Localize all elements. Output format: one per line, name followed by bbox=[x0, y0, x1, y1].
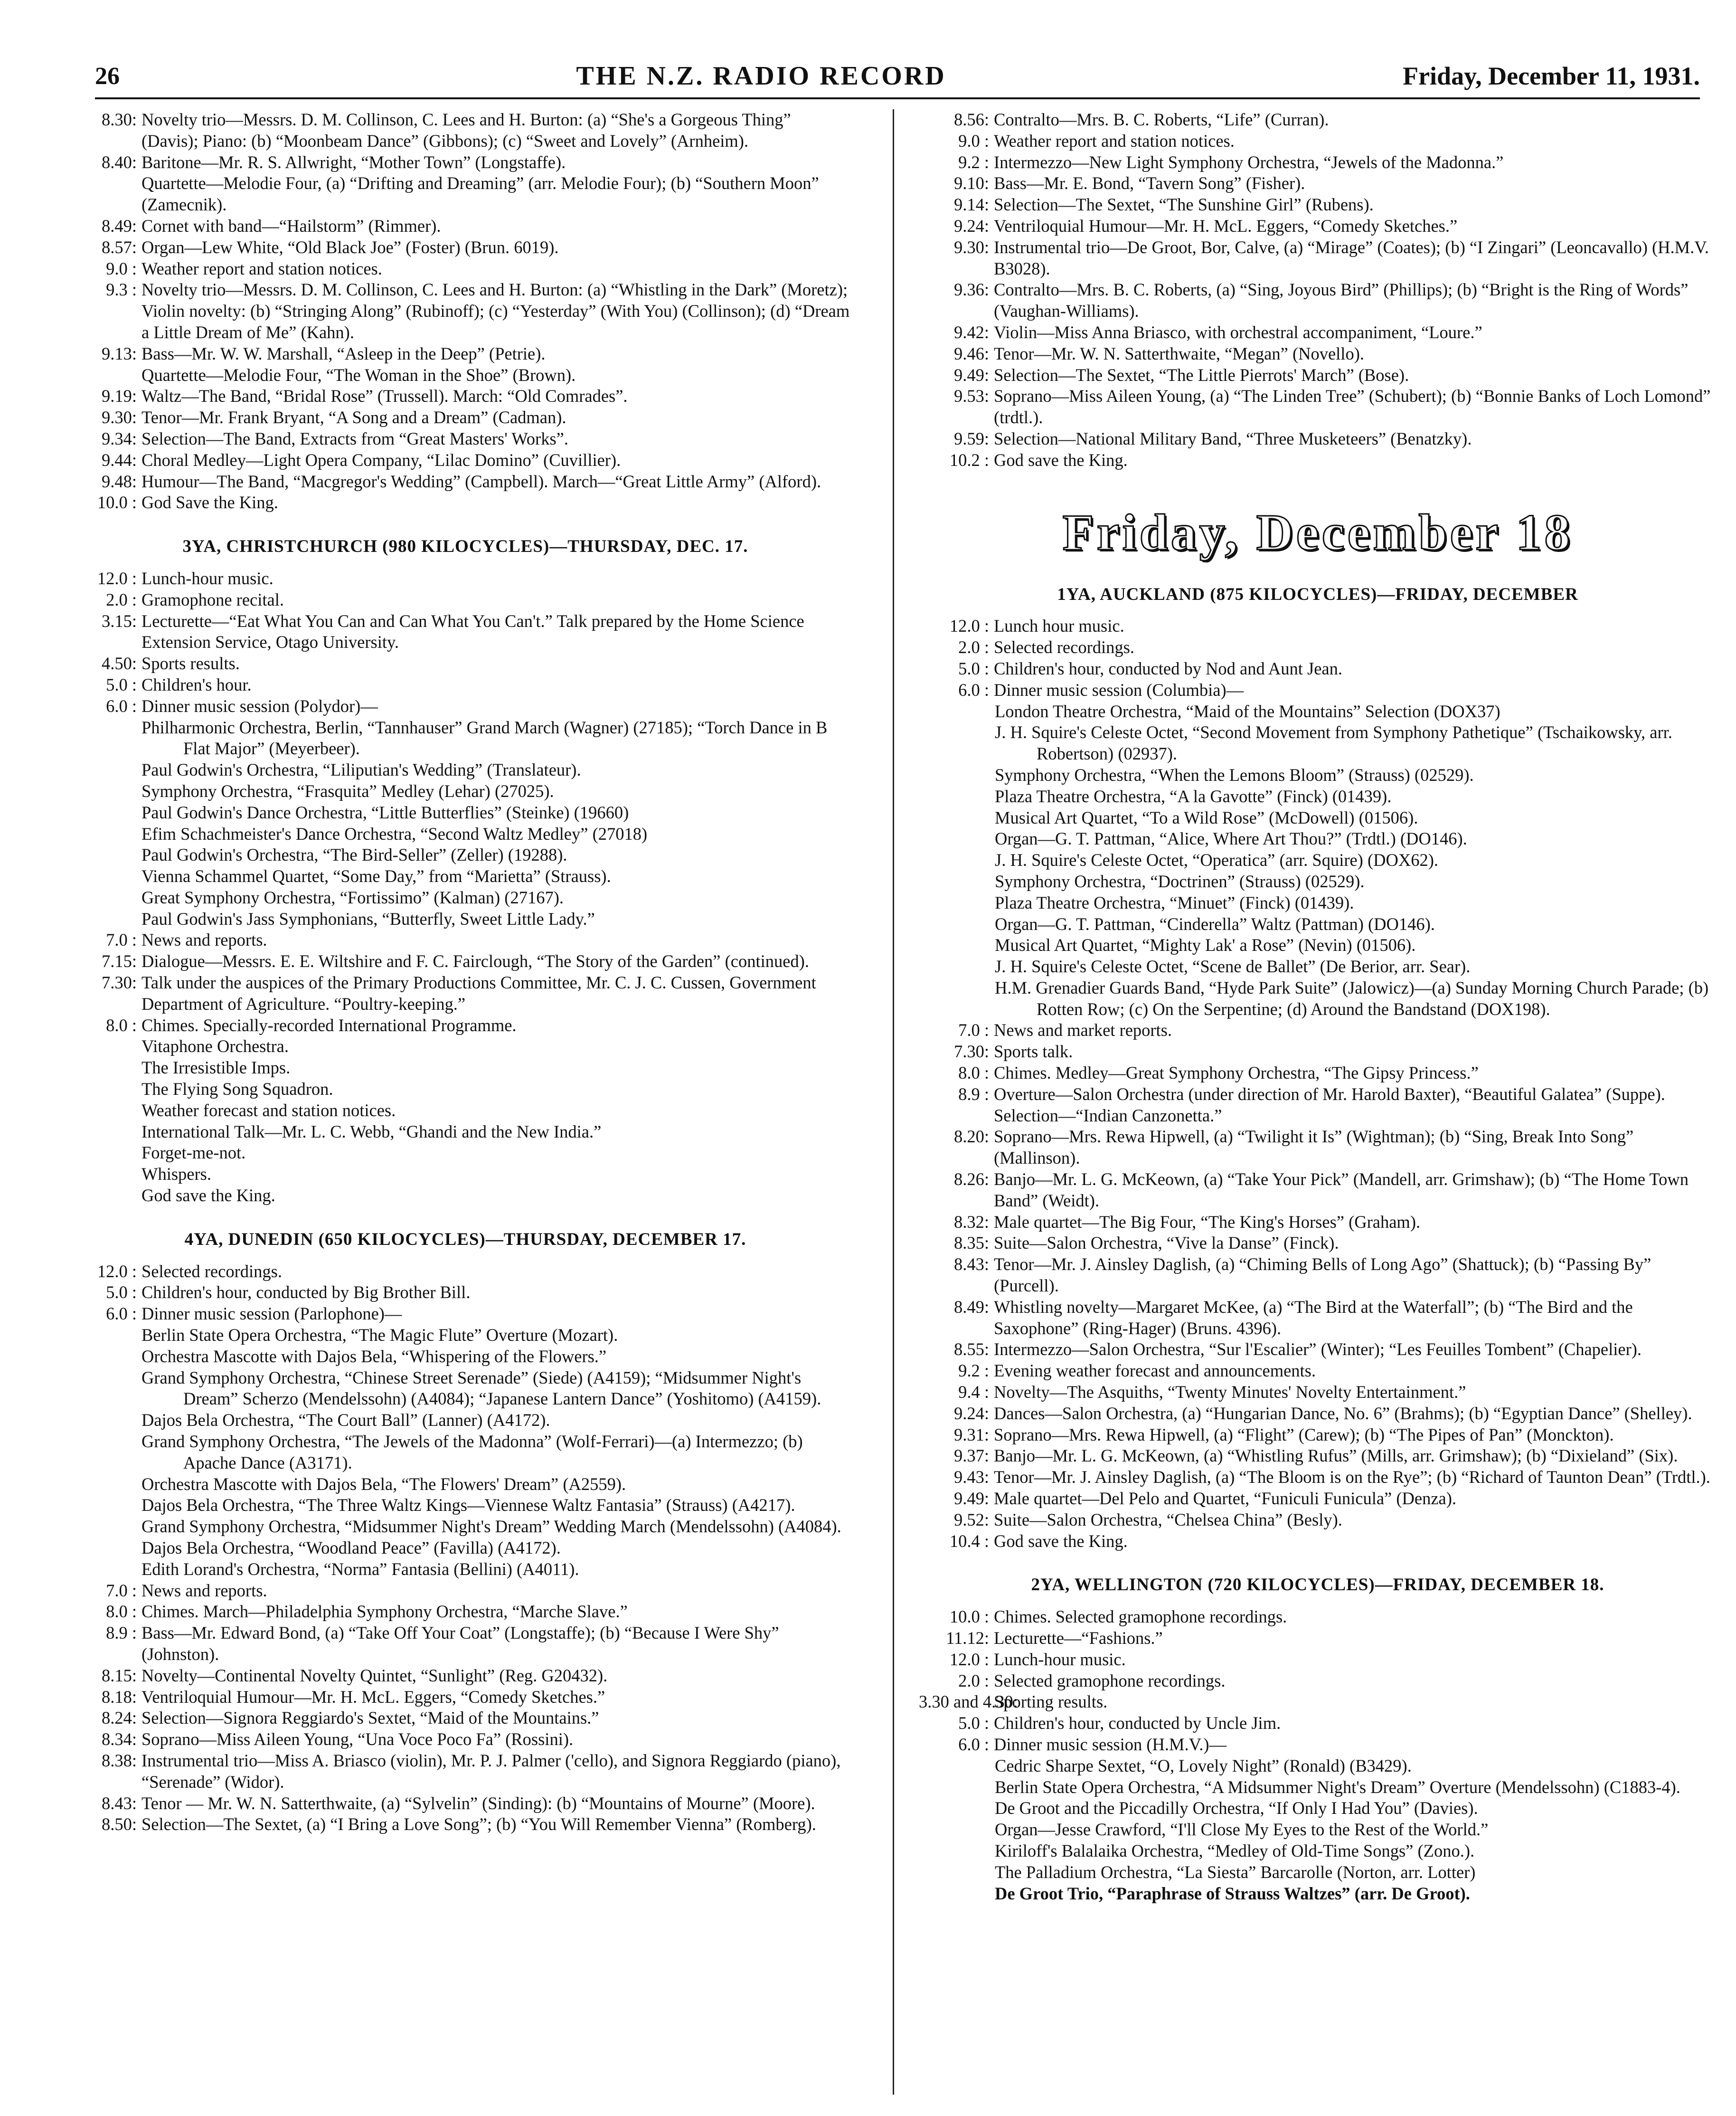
dinner-entry: London Theatre Orchestra, “Maid of the Mountains” Selection (DOX37) bbox=[995, 701, 1500, 721]
programme-item: 5.0 : Children's hour. bbox=[106, 674, 252, 694]
dinner-entry: Plaza Theatre Orchestra, “Minuet” (Finck) (01439). bbox=[995, 892, 1354, 912]
dinner-entry: Grand Symphony Orchestra, “The Jewels of the Madonna” (Wolf-Ferrari)—(a) Intermezzo; (b) Apache Dance (A3171). bbox=[142, 1432, 803, 1472]
dinner-entry: Paul Godwin's Jass Symphonians, “Butterfly, Sweet Little Lady.” bbox=[142, 909, 595, 929]
programme-item: 9.34: Selection—The Band, Extracts from “Great Masters' Works”. bbox=[101, 428, 568, 448]
programme-item: 10.0 : God Save the King. bbox=[97, 493, 278, 512]
programme-item: 3.15: Lecturette—“Eat What You Can and Can What You Can't.” Talk prepared by the Home Science Extension Service, Otago University. bbox=[101, 611, 804, 652]
programme-entry: Whispers. bbox=[142, 1164, 211, 1184]
programme-item: 9.0 : Weather report and station notices. bbox=[106, 258, 382, 278]
programme-item: 9.10: Bass—Mr. E. Bond, “Tavern Song” (Fisher). bbox=[953, 173, 1305, 193]
programme-item: 9.53: Soprano—Miss Aileen Young, (a) “The Linden Tree” (Schubert); (b) “Bonnie Banks of Loch Lomond” (trdtl.). bbox=[953, 386, 1711, 427]
dinner-entry: H.M. Grenadier Guards Band, “Hyde Park Suite” (Jalowicz)—(a) Sunday Morning Church Parade; (b) Rotten Row; (c) On the Serpentine; (d) Around the Bandstand (DOX198). bbox=[995, 977, 1709, 1019]
programme-item: 8.9 : Overture—Salon Orchestra (under direction of Mr. Harold Baxter), “Beautiful Galatea” (Suppe). Selection—“Indian Canzonetta.” bbox=[958, 1084, 1665, 1125]
programme-item: 5.0 : Children's hour, conducted by Nod and Aunt Jean. bbox=[958, 658, 1342, 678]
programme-item: 12.0 : Lunch-hour music. bbox=[949, 1649, 1126, 1669]
dinner-entry: Organ—G. T. Pattman, “Alice, Where Art Thou?” (Trdtl.) (DO146). bbox=[995, 829, 1467, 849]
programme-subitem: Quartette—Melodie Four, “The Woman in the Shoe” (Brown). bbox=[142, 365, 576, 385]
programme-item: 9.19: Waltz—The Band, “Bridal Rose” (Trussell). March: “Old Comrades”. bbox=[101, 386, 628, 406]
programme-item: 9.31: Soprano—Mrs. Rewa Hipwell, (a) “Flight” (Carew); (b) “The Pipes of Pan” (Monckton). bbox=[953, 1424, 1614, 1444]
programme-item: 9.4 : Novelty—The Asquiths, “Twenty Minutes' Novelty Entertainment.” bbox=[958, 1382, 1466, 1402]
dinner-entry: Symphony Orchestra, “Doctrinen” (Strauss) (02529). bbox=[995, 871, 1365, 891]
programme-item: 8.9 : Bass—Mr. Edward Bond, (a) “Take Off Your Coat” (Longstaffe); (b) “Because I Were Shy” (Johnston). bbox=[106, 1623, 779, 1664]
dinner-entry: Dajos Bela Orchestra, “Woodland Peace” (Favilla) (A4172). bbox=[142, 1538, 561, 1557]
dinner-entry: Great Symphony Orchestra, “Fortissimo” (Kalman) (27167). bbox=[142, 887, 564, 907]
dinner-entry: Organ—G. T. Pattman, “Cinderella” Waltz (Pattman) (DO146). bbox=[995, 914, 1435, 934]
programme-item: 10.0 : Chimes. Selected gramophone recordings. bbox=[949, 1607, 1287, 1627]
programme-entry: Vitaphone Orchestra. bbox=[142, 1036, 289, 1056]
programme-item: 9.37: Banjo—Mr. L. G. McKeown, (a) “Whistling Rufus” (Mills, arr. Grimshaw); (b) “Dixieland” (Six). bbox=[953, 1446, 1678, 1466]
programme-item: 8.18: Ventriloquial Humour—Mr. H. McL. Eggers, “Comedy Sketches.” bbox=[101, 1687, 605, 1707]
programme-item: 9.49: Male quartet—Del Pelo and Quartet, “Funiculi Funicula” (Denza). bbox=[953, 1489, 1457, 1509]
dinner-entry: Cedric Sharpe Sextet, “O, Lovely Night” (Ronald) (B3429). bbox=[995, 1755, 1412, 1775]
dinner-entry: Orchestra Mascotte with Dajos Bela, “The Flowers' Dream” (A2559). bbox=[142, 1474, 626, 1494]
programme-item: 8.49: Cornet with band—“Hailstorm” (Rimmer). bbox=[101, 216, 441, 236]
right-column bbox=[919, 109, 1717, 2095]
programme-item: 8.20: Soprano—Mrs. Rewa Hipwell, (a) “Twilight it Is” (Wightman); (b) “Sing, Break Into Song” (Mallinson). bbox=[953, 1127, 1634, 1168]
dinner-entry: Kiriloff's Balalaika Orchestra, “Medley of Old-Time Songs” (Zono.). bbox=[995, 1841, 1475, 1860]
programme-item: 9.46: Tenor—Mr. W. N. Satterthwaite, “Megan” (Novello). bbox=[953, 343, 1364, 363]
programme-item: 9.43: Tenor—Mr. J. Ainsley Daglish, (a) “The Bloom is on the Rye”; (b) “Richard of Taunton Dean” (Trdtl.). bbox=[953, 1467, 1710, 1487]
programme-item: 7.0 : News and market reports. bbox=[958, 1020, 1172, 1040]
dinner-entry: The Palladium Orchestra, “La Siesta” Barcarolle (Norton, arr. Lotter) bbox=[995, 1862, 1476, 1882]
programme-entry: The Flying Song Squadron. bbox=[142, 1079, 333, 1099]
programme-item: 5.0 : Children's hour, conducted by Big Brother Bill. bbox=[106, 1282, 471, 1302]
programme-entry: Forget-me-not. bbox=[142, 1143, 246, 1163]
station-1ya-programme bbox=[919, 616, 1717, 1552]
programme-item: 11.12: Lecturette—“Fashions.” bbox=[946, 1628, 1163, 1648]
programme-item: 9.14: Selection—The Sextet, “The Sunshine Girl” (Rubens). bbox=[953, 195, 1374, 215]
dinner-entry: Paul Godwin's Orchestra, “Liliputian's Wedding” (Translateur). bbox=[142, 760, 581, 780]
programme-item: 8.30: Novelty trio—Messrs. D. M. Collinson, C. Lees and H. Burton: (a) “She's a Gorgeous Thing” (Davis); Piano: (b) “Moonbeam Dance” (Gibbons); (c) “Sweet and Lovely” (Arnheim). bbox=[101, 110, 791, 151]
dinner-entry: Dajos Bela Orchestra, “The Court Ball” (Lanner) (A4172). bbox=[142, 1410, 550, 1430]
programme-item: 9.30: Tenor—Mr. Frank Bryant, “A Song and a Dream” (Cadman). bbox=[101, 408, 566, 427]
programme-item: 8.35: Suite—Salon Orchestra, “Vive la Danse” (Finck). bbox=[953, 1233, 1339, 1253]
dinner-entry: Grand Symphony Orchestra, “Chinese Street Serenade” (Siede) (A4159); “Midsummer Night's Dream” Scherzo (Mendelssohn) (A4084); “Japanese Lantern Dance” (Yoshitomo) (A4159). bbox=[142, 1367, 821, 1409]
programme-item: 6.0 : Dinner music session (Polydor)— bbox=[106, 696, 378, 716]
programme-item: 9.13: Bass—Mr. W. W. Marshall, “Asleep in the Deep” (Petrie). bbox=[101, 343, 546, 363]
dinner-entry: Berlin State Opera Orchestra, “A Midsummer Night's Dream” Overture (Mendelssohn) (C1883-4). bbox=[995, 1777, 1680, 1797]
programme-item: 8.38: Instrumental trio—Miss A. Briasco (violin), Mr. P. J. Palmer ('cello), and Signora Reggiardo (piano), “Serenade” (Widor). bbox=[101, 1750, 841, 1792]
programme-item: 9.0 : Weather report and station notices. bbox=[958, 131, 1235, 151]
column-divider bbox=[893, 109, 894, 2095]
programme-item: 8.24: Selection—Signora Reggiardo's Sextet, “Maid of the Mountains.” bbox=[101, 1708, 599, 1728]
programme-item: 9.3 : Novelty trio—Messrs. D. M. Collinson, C. Lees and H. Burton: (a) “Whistling in the Dark” (Moretz); Violin novelty: (b) “Stringing Along” (Rubinoff); (c) “Yesterday” (With You) (Collinson); (d) “Dream a Little Dream of Me” (Kahn). bbox=[106, 280, 850, 342]
issue-date: Friday, December 11, 1931. bbox=[1403, 62, 1700, 90]
programme-item: 8.0 : Chimes. Medley—Great Symphony Orchestra, “The Gipsy Princess.” bbox=[958, 1063, 1479, 1083]
programme-item: 9.42: Violin—Miss Anna Briasco, with orchestral accompaniment, “Loure.” bbox=[953, 322, 1482, 342]
programme-item: 9.52: Suite—Salon Orchestra, “Chelsea China” (Besly). bbox=[953, 1509, 1342, 1529]
programme-item: 7.0 : News and reports. bbox=[106, 930, 267, 950]
programme-item: 8.32: Male quartet—The Big Four, “The King's Horses” (Graham). bbox=[953, 1212, 1421, 1232]
programme-item: 2.0 : Selected gramophone recordings. bbox=[958, 1670, 1226, 1690]
dinner-entry: Symphony Orchestra, “When the Lemons Bloom” (Strauss) (02529). bbox=[995, 765, 1474, 785]
station-heading-3ya: 3YA, CHRISTCHURCH (980 KILOCYCLES)—THURSDAY, DEC. 17. bbox=[182, 537, 748, 557]
programme-list bbox=[919, 109, 1717, 471]
programme-item: 9.44: Choral Medley—Light Opera Company, “Lilac Domino” (Cuvillier). bbox=[101, 450, 621, 470]
station-2ya-programme bbox=[919, 1606, 1717, 1904]
dinner-entry: Edith Lorand's Orchestra, “Norma” Fantasia (Bellini) (A4011). bbox=[142, 1559, 579, 1579]
programme-item: 10.4 : God save the King. bbox=[949, 1531, 1128, 1551]
programme-item: 8.0 : Chimes. March—Philadelphia Symphony Orchestra, “Marche Slave.” bbox=[106, 1602, 628, 1622]
programme-item: 5.0 : Children's hour, conducted by Uncle Jim. bbox=[958, 1713, 1281, 1733]
dinner-entry: Symphony Orchestra, “Frasquita” Medley (Lehar) (27025). bbox=[142, 781, 554, 801]
programme-item: 8.55: Intermezzo—Salon Orchestra, “Sur l'Escalier” (Winter); “Les Feuilles Tombent” (Chapelier). bbox=[953, 1339, 1642, 1359]
programme-entry: The Irresistible Imps. bbox=[142, 1058, 291, 1078]
programme-item: 7.15: Dialogue—Messrs. E. E. Wiltshire and F. C. Fairclough, “The Story of the Garden” (continued). bbox=[101, 951, 809, 971]
programme-item: 6.0 : Dinner music session (Parlophone)— bbox=[106, 1304, 402, 1324]
programme-item: 9.59: Selection—National Military Band, “Three Musketeers” (Benatzky). bbox=[953, 428, 1472, 448]
programme-item: 12.0 : Lunch-hour music. bbox=[97, 568, 274, 588]
programme-item: 12.0 : Selected recordings. bbox=[97, 1261, 282, 1281]
programme-item: 8.40: Baritone—Mr. R. S. Allwright, “Mother Town” (Longstaffe). bbox=[101, 152, 566, 172]
programme-item: 7.30: Sports talk. bbox=[953, 1042, 1073, 1062]
dinner-entry: De Groot Trio, “Paraphrase of Strauss Waltzes” (arr. De Groot). bbox=[995, 1883, 1470, 1903]
programme-item: 10.2 : God save the King. bbox=[949, 450, 1128, 470]
dinner-entry: Paul Godwin's Orchestra, “The Bird-Seller” (Zeller) (19288). bbox=[142, 845, 567, 865]
programme-list bbox=[76, 109, 855, 513]
station-heading-1ya: 1YA, AUCKLAND (875 KILOCYCLES)—FRIDAY, DECEMBER bbox=[1057, 584, 1578, 604]
dinner-entry: J. H. Squire's Celeste Octet, “Scene de Ballet” (De Berior, arr. Sear). bbox=[995, 957, 1471, 977]
programme-item: 2.0 : Gramophone recital. bbox=[106, 589, 284, 609]
programme-subitem: Quartette—Melodie Four, (a) “Drifting and Dreaming” (arr. Melodie Four); (b) “Southern Moon” (Zamecnik). bbox=[142, 173, 819, 215]
left-column bbox=[76, 109, 855, 2095]
programme-item: 8.15: Novelty—Continental Novelty Quintet, “Sunlight” (Reg. G20432). bbox=[101, 1665, 608, 1685]
programme-entry: International Talk—Mr. L. C. Webb, “Ghandi and the New India.” bbox=[142, 1121, 602, 1141]
dinner-entry: Organ—Jesse Crawford, “I'll Close My Eyes to the Rest of the World.” bbox=[995, 1820, 1489, 1840]
dinner-entry: Berlin State Opera Orchestra, “The Magic Flute” Overture (Mozart). bbox=[142, 1325, 618, 1345]
dinner-entry: Dajos Bela Orchestra, “The Three Waltz Kings—Viennese Waltz Fantasia” (Strauss) (A4217). bbox=[142, 1495, 795, 1515]
programme-item: 3.30 and 4.30: Sporting results. bbox=[919, 1692, 1108, 1712]
dinner-entry: Grand Symphony Orchestra, “Midsummer Night's Dream” Wedding March (Mendelssohn) (A4084). bbox=[142, 1517, 841, 1537]
publication-title: THE N.Z. RADIO RECORD bbox=[576, 61, 946, 91]
page-header bbox=[95, 55, 1700, 99]
programme-item: 6.0 : Dinner music session (H.M.V.)— bbox=[958, 1734, 1227, 1754]
programme-item: 9.2 : Evening weather forecast and announcements. bbox=[958, 1361, 1316, 1381]
programme-item: 8.43: Tenor—Mr. J. Ainsley Daglish, (a) “Chiming Bells of Long Ago” (Shattuck); (b) “Passing By” (Purcell). bbox=[953, 1254, 1651, 1296]
station-4ya-programme bbox=[76, 1261, 855, 1836]
programme-item: 8.0 : Chimes. Specially-recorded International Programme. bbox=[106, 1015, 517, 1035]
programme-item: 9.36: Contralto—Mrs. B. C. Roberts, (a) “Sing, Joyous Bird” (Phillips); (b) “Bright is the Ring of Words” (Vaughan-Williams). bbox=[953, 280, 1689, 321]
day-heading: Friday, December 18 bbox=[1062, 504, 1573, 561]
dinner-entry: Efim Schachmeister's Dance Orchestra, “Second Waltz Medley” (27018) bbox=[142, 824, 648, 844]
dinner-entry: J. H. Squire's Celeste Octet, “Second Movement from Symphony Pathetique” (Tschaikowsky, arr. Robertson) (02937). bbox=[995, 722, 1672, 764]
dinner-entry: Musical Art Quartet, “Mighty Lak' a Rose” (Nevin) (01506). bbox=[995, 935, 1416, 955]
dinner-entry: Musical Art Quartet, “To a Wild Rose” (McDowell) (01506). bbox=[995, 807, 1418, 827]
dinner-entry: Philharmonic Orchestra, Berlin, “Tannhauser” Grand March (Wagner) (27185); “Torch Dance in B Flat Major” (Meyerbeer). bbox=[142, 717, 828, 759]
programme-item: 8.49: Whistling novelty—Margaret McKee, (a) “The Bird at the Waterfall”; (b) “The Bird and the Saxophone” (Ring-Hager) (Bruns. 4396). bbox=[953, 1297, 1633, 1338]
station-heading-2ya: 2YA, WELLINGTON (720 KILOCYCLES)—FRIDAY, DECEMBER 18. bbox=[1031, 1575, 1604, 1595]
station-3ya-programme bbox=[76, 568, 855, 1206]
station-heading-4ya: 4YA, DUNEDIN (650 KILOCYCLES)—THURSDAY, DECEMBER 17. bbox=[184, 1229, 746, 1249]
dinner-entry: Plaza Theatre Orchestra, “A la Gavotte” (Finck) (01439). bbox=[995, 786, 1392, 806]
programme-item: 7.0 : News and reports. bbox=[106, 1580, 267, 1600]
dinner-entry: Orchestra Mascotte with Dajos Bela, “Whispering of the Flowers.” bbox=[142, 1346, 607, 1366]
programme-item: 8.57: Organ—Lew White, “Old Black Joe” (Foster) (Brun. 6019). bbox=[101, 237, 559, 257]
programme-item: 6.0 : Dinner music session (Columbia)— bbox=[958, 680, 1244, 700]
programme-item: 9.24: Ventriloquial Humour—Mr. H. McL. Eggers, “Comedy Sketches.” bbox=[953, 216, 1458, 236]
programme-item: 12.0 : Lunch hour music. bbox=[949, 616, 1124, 636]
programme-item: 4.50: Sports results. bbox=[101, 654, 240, 674]
programme-item: 8.56: Contralto—Mrs. B. C. Roberts, “Life” (Curran). bbox=[953, 110, 1329, 129]
programme-item: 8.43: Tenor — Mr. W. N. Satterthwaite, (a) “Sylvelin” (Sinding): (b) “Mountains of Mourne” (Moore). bbox=[101, 1793, 815, 1813]
programme-item: 9.2 : Intermezzo—New Light Symphony Orchestra, “Jewels of the Madonna.” bbox=[958, 152, 1504, 172]
programme-item: 9.48: Humour—The Band, “Macgregor's Wedding” (Campbell). March—“Great Little Army” (Alford). bbox=[101, 471, 821, 491]
programme-item: 9.30: Instrumental trio—De Groot, Bor, Calve, (a) “Mirage” (Coates); (b) “I Zingari” (Leoncavallo) (H.M.V. B3028). bbox=[953, 237, 1709, 278]
programme-item: 9.24: Dances—Salon Orchestra, (a) “Hungarian Dance, No. 6” (Brahms); (b) “Egyptian Dance” (Shelley). bbox=[953, 1403, 1692, 1423]
programme-entry: Weather forecast and station notices. bbox=[142, 1100, 396, 1120]
dinner-entry: J. H. Squire's Celeste Octet, “Operatica” (arr. Squire) (DOX62). bbox=[995, 850, 1438, 870]
programme-item: 7.30: Talk under the auspices of the Primary Productions Committee, Mr. C. J. C. Cussen, Government Department of Agriculture. “Poultry-keeping.” bbox=[101, 973, 816, 1014]
programme-item: 8.26: Banjo—Mr. L. G. McKeown, (a) “Take Your Pick” (Mandell, arr. Grimshaw); (b) “The Home Town Band” (Weidt). bbox=[953, 1169, 1689, 1210]
programme-item: 8.34: Soprano—Miss Aileen Young, “Una Voce Poco Fa” (Rossini). bbox=[101, 1729, 574, 1749]
dinner-entry: Paul Godwin's Dance Orchestra, “Little Butterflies” (Steinke) (19660) bbox=[142, 802, 629, 822]
programme-item: 8.50: Selection—The Sextet, (a) “I Bring a Love Song”; (b) “You Will Remember Vienna” (Romberg). bbox=[101, 1814, 816, 1834]
dinner-entry: Vienna Schammel Quartet, “Some Day,” from “Marietta” (Strauss). bbox=[142, 866, 611, 886]
page-number: 26 bbox=[95, 62, 120, 90]
programme-item: 2.0 : Selected recordings. bbox=[958, 637, 1134, 657]
programme-entry: God save the King. bbox=[142, 1186, 275, 1205]
dinner-entry: De Groot and the Piccadilly Orchestra, “If Only I Had You” (Davies). bbox=[995, 1798, 1478, 1818]
programme-item: 9.49: Selection—The Sextet, “The Little Pierrots' March” (Bose). bbox=[953, 365, 1409, 385]
